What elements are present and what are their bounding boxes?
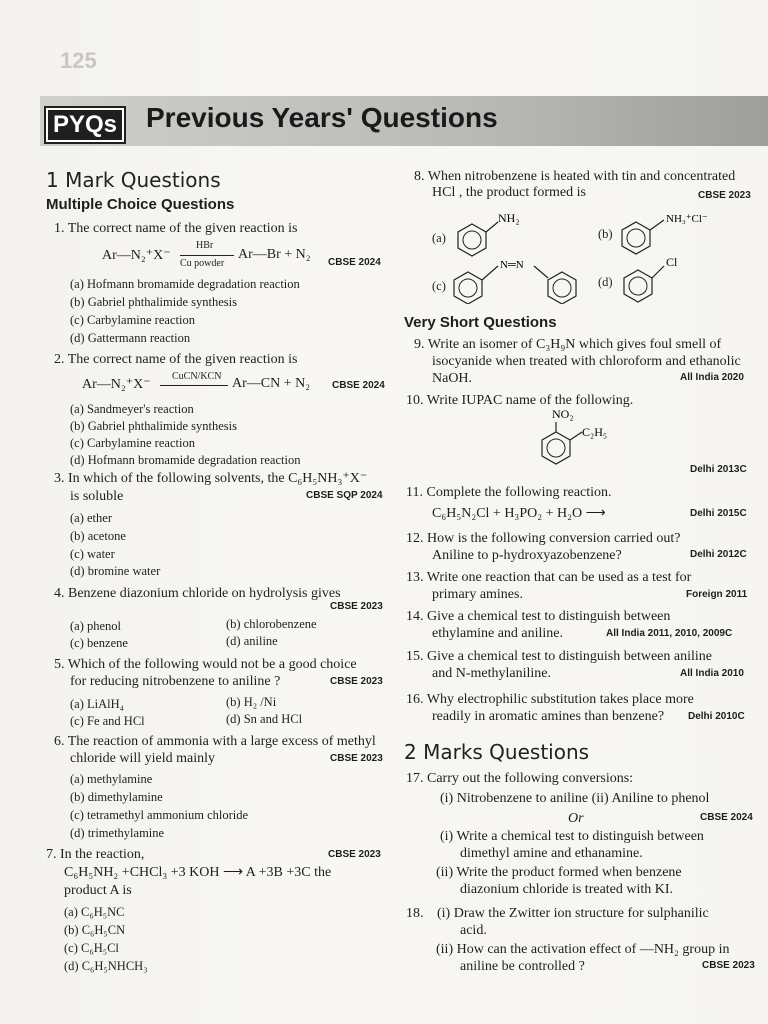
question-number: 11. [406,485,423,500]
option: (c) C₆H₅Cl [64,941,119,955]
page-title: Previous Years' Questions [146,102,498,133]
sub-no2: NO₂ [552,407,574,421]
question-12-line2: Aniline to p-hydroxyazobenzene? [432,548,622,563]
question-17-part1: (i) Nitrobenzene to aniline (ii) Aniline to phenol [440,791,710,806]
q2-eq-right: Ar—CN + N₂ [232,376,311,391]
question-text: Write IUPAC name of the following. [426,393,634,408]
sub-b: NH₃⁺Cl⁻ [666,213,708,225]
source-tag: CBSE 2024 [328,257,381,268]
question-number: 14. [406,609,424,624]
subheading-very-short: Very Short Questions [404,314,557,331]
question-text: The correct name of the given reaction is [67,352,298,367]
question-number: 2. [54,352,65,367]
question-17-i-line2: dimethyl amine and ethanamine. [460,846,643,861]
section-heading-1-mark: 1 Mark Questions [46,168,221,192]
source-tag: Delhi 2013C [690,464,747,475]
question-4 [54,585,341,603]
question-1 [54,220,297,238]
question-number: 15. [406,649,424,664]
source-tag: CBSE 2024 [700,812,753,823]
option: (a) ether [70,511,112,525]
option: (b) chlorobenzene [226,617,317,631]
question-18-ii-line2: aniline be controlled ? [460,959,585,974]
q1-arrow-below: Cu powder [180,258,225,269]
question-text: (i) Draw the Zwitter ion structure for sulphanilic [437,906,709,921]
question-number: 1. [54,221,65,236]
source-tag: Delhi 2015C [690,508,747,519]
question-13-line2: primary amines. [432,587,523,602]
sub-d: Cl [666,255,678,269]
question-number: 13. [406,570,424,585]
q1-eq-left: Ar—N₂⁺X⁻ [102,248,171,263]
nitroethylbenzene-structure [530,404,650,474]
option-label: (b) [598,227,613,241]
question-18 [406,905,709,923]
question-16-line2: readily in aromatic amines than benzene? [432,709,665,724]
option: (a) Sandmeyer's reaction [70,402,194,416]
question-6-line2: chloride will yield mainly [70,751,216,766]
question-12 [406,530,681,548]
source-tag: CBSE 2023 [328,849,381,860]
aniline-structure [452,210,542,260]
chlorobenzene-structure [618,252,708,304]
question-18-ii-line1: (ii) How can the activation effect of —NH₂ group in [436,942,730,957]
question-13 [406,569,691,587]
question-number: 7. [46,847,57,862]
source-tag: Delhi 2012C [690,549,747,560]
section-heading-2-marks: 2 Marks Questions [404,740,590,764]
question-11 [406,484,612,502]
option: (d) trimethylamine [70,826,165,840]
source-tag: Delhi 2010C [688,711,745,722]
question-text: Carry out the following conversions: [427,771,634,786]
option-label: (a) [432,231,446,245]
question-6 [54,733,376,751]
question-text: Give a chemical test to distinguish between [427,609,671,624]
source-tag: CBSE 2024 [332,380,385,391]
question-number: 3. [54,471,65,486]
question-text: Write one reaction that can be used as a test for [426,570,692,585]
question-7-equation: C₆H₅NH₂ +CHCl₃ +3 KOH ⟶ A +3B +3C the [64,865,332,880]
source-tag: All India 2011, 2010, 2009C [606,628,733,639]
option: (c) tetramethyl ammonium chloride [70,808,249,822]
option: (b) acetone [70,529,126,543]
question-9 [414,336,721,354]
question-number: 12. [406,531,424,546]
option: (d) Sn and HCl [226,712,303,726]
question-5 [54,656,357,674]
sub-a: NH₂ [498,211,520,225]
question-17 [406,770,633,788]
question-number: 17. [406,771,424,786]
source-tag: CBSE 2023 [330,753,383,764]
question-number: 16. [406,692,424,707]
option: (c) water [70,547,115,561]
source-tag: CBSE 2023 [330,601,383,612]
reaction-arrow [160,385,228,386]
question-3 [54,470,367,488]
azobenzene-structure [450,254,590,304]
question-text: Complete the following reaction. [426,485,612,500]
source-tag: CBSE 2023 [330,676,383,687]
option: (d) Hofmann bromamide degradation reaction [70,453,301,467]
question-number: 4. [54,586,65,601]
source-tag: All India 2020 [680,372,744,383]
question-number: 10. [406,393,424,408]
question-14-line2: ethylamine and aniline. [432,626,564,641]
source-tag: All India 2010 [680,668,744,679]
option: (b) dimethylamine [70,790,163,804]
page-number: 125 [60,48,97,73]
option: (c) Carbylamine reaction [70,313,195,327]
source-tag: CBSE 2023 [702,960,755,971]
question-8-line2: HCl , the product formed is [432,185,586,200]
question-text: In the reaction, [60,847,145,862]
option: (b) C₆H₅CN [64,923,126,937]
option: (a) methylamine [70,772,153,786]
question-7 [46,846,144,864]
question-11-equation: C₆H₅N₂Cl + H₃PO₂ + H₂O ⟶ [432,506,606,521]
option: (a) C₆H₅NC [64,905,125,919]
question-number: 8. [414,169,425,184]
option: (c) benzene [70,636,128,650]
question-text: How is the following conversion carried out? [427,531,681,546]
q2-arrow-above: CuCN/KCN [172,371,222,382]
question-number: 9. [414,337,425,352]
pyq-badge: PYQs [46,108,124,142]
question-text: When nitrobenzene is heated with tin and concentrated [427,169,736,184]
subheading-mcq: Multiple Choice Questions [46,196,235,213]
anilinium-chloride-structure [616,208,726,258]
question-text: Give a chemical test to distinguish between aniline [427,649,712,664]
sub-c2h5: C₂H₅ [582,425,608,439]
question-17-ii-line2: diazonium chloride is treated with KI. [460,882,674,897]
question-text: Which of the following would not be a good choice [67,657,357,672]
question-text: Write an isomer of C₃H₉N which gives foul smell of [427,337,722,352]
question-3-line2: is soluble [70,489,124,504]
question-number: 5. [54,657,65,672]
option: (b) H₂ /Ni [226,695,277,709]
option: (c) Carbylamine reaction [70,436,195,450]
question-17-i-line1: (i) Write a chemical test to distinguish between [440,829,704,844]
question-number: 6. [54,734,65,749]
question-14 [406,608,670,626]
q1-eq-right: Ar—Br + N₂ [238,247,311,262]
question-9-line2: isocyanide when treated with chloroform and ethanolic [432,354,741,369]
source-tag: CBSE 2023 [698,190,751,201]
option: (d) aniline [226,634,278,648]
option: (a) LiAlH₄ [70,697,124,711]
question-text: In which of the following solvents, the C₆H₅NH₃⁺X⁻ [68,471,368,486]
or-separator: Or [568,811,584,826]
option: (d) C₆H₅NHCH₃ [64,959,148,973]
option: (a) Hofmann bromamide degradation reaction [70,277,300,291]
question-text: The correct name of the given reaction is [67,221,298,236]
question-text: Why electrophilic substitution takes place more [426,692,694,707]
option: (b) Gabriel phthalimide synthesis [70,295,237,309]
option: (b) Gabriel phthalimide synthesis [70,419,237,433]
question-text: Benzene diazonium chloride on hydrolysis gives [68,586,341,601]
reaction-arrow [180,255,234,256]
question-17-ii-line1: (ii) Write the product formed when benzene [436,865,682,880]
question-16 [406,691,694,709]
question-15-line2: and N-methylaniline. [432,666,551,681]
question-number: 18. [406,906,424,921]
question-7-line3: product A is [64,883,132,898]
question-2 [54,351,297,369]
source-tag: CBSE SQP 2024 [306,490,383,501]
q2-eq-left: Ar—N₂⁺X⁻ [82,377,151,392]
option-label: (d) [598,275,613,289]
sub-c: N═N [500,259,524,271]
q1-arrow-above: HBr [196,240,214,251]
question-text: The reaction of ammonia with a large excess of methyl [67,734,376,749]
source-tag: Foreign 2011 [686,589,748,600]
option: (d) bromine water [70,564,161,578]
question-9-line3: NaOH. [432,371,473,386]
option: (a) phenol [70,619,122,633]
option: (d) Gattermann reaction [70,331,191,345]
question-15 [406,648,712,666]
question-5-line2: for reducing nitrobenzene to aniline ? [70,674,281,689]
option-label: (c) [432,279,446,293]
question-18-i-line2: acid. [460,923,487,938]
option: (c) Fe and HCl [70,714,145,728]
